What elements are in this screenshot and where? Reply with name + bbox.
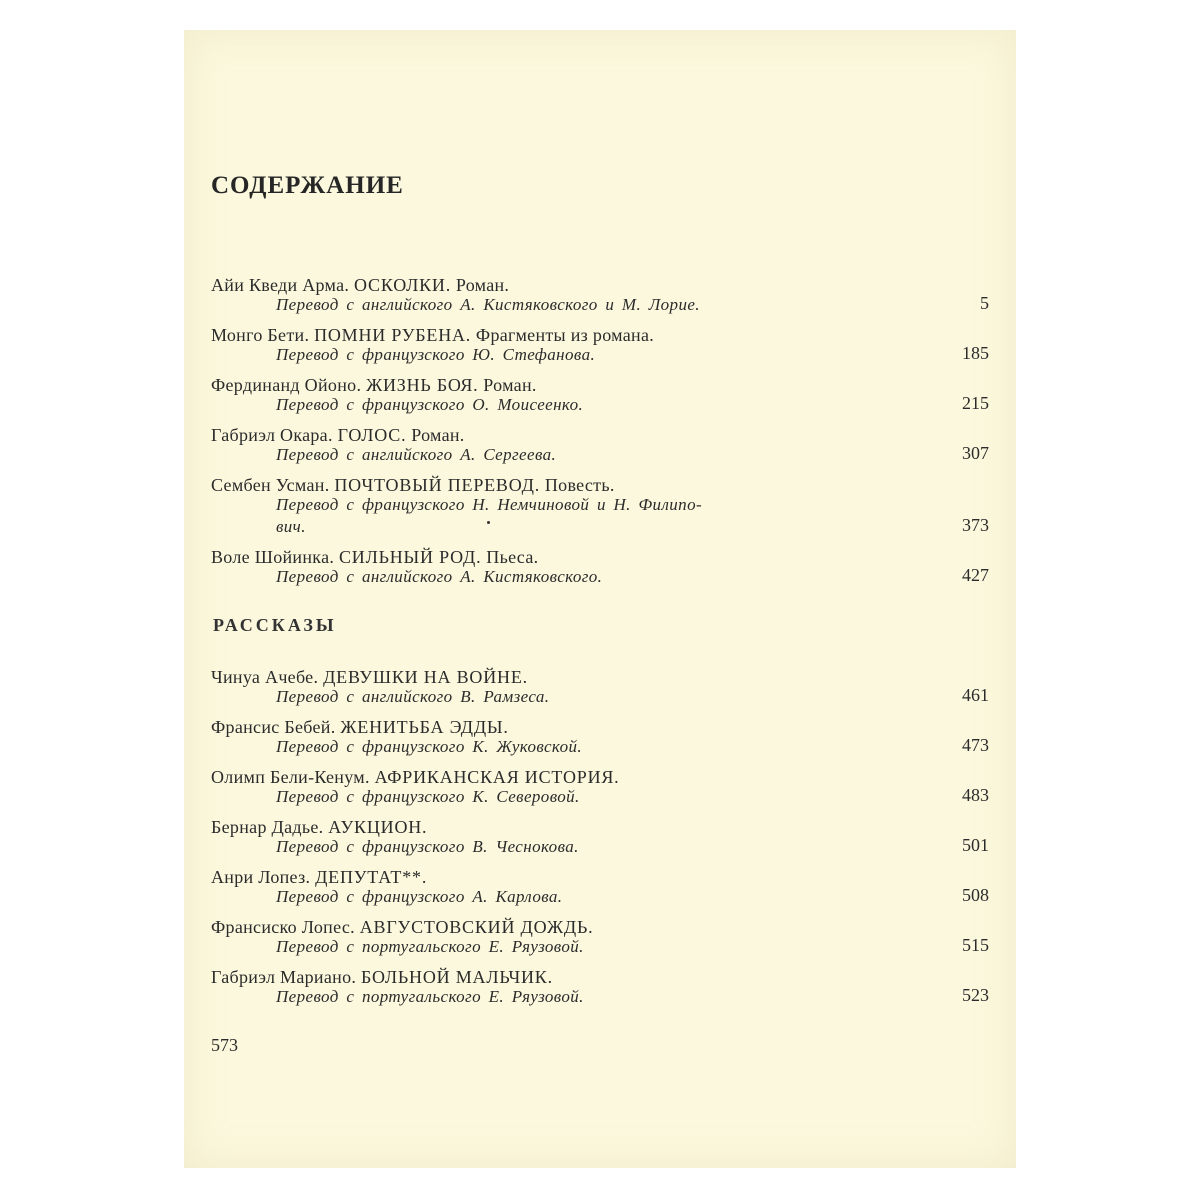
toc-entry-heading [211,547,538,567]
entry-work-title: ДЕПУТАТ**. [315,867,428,887]
entry-author: Бернар Дадье. [211,817,324,837]
toc-entry-heading [211,717,509,737]
toc-entry-heading [211,375,537,395]
entry-author: Фердинанд Ойоно. [211,375,362,395]
entry-work-title: АВГУСТОВСКИЙ ДОЖДЬ. [359,917,594,937]
entry-page-number: 5 [980,293,989,313]
entry-translation: Перевод с английского А. Кистяковского и М. Лорие. [276,295,700,314]
entry-translation: Перевод с английского А. Сергеева. [276,445,557,464]
entry-author: Франсис Бебей. [211,717,336,737]
section-heading-stories: РАССКАЗЫ [213,615,337,635]
entry-translation-continued: вич. [276,517,306,536]
entry-page-number: 501 [962,835,989,855]
entry-author: Воле Шойинка. [211,547,335,567]
entry-translation: Перевод с английского А. Кистяковского. [276,567,603,586]
toc-entry-heading [211,867,427,887]
entry-page-number: 307 [962,443,989,463]
book-page [184,30,1016,1168]
entry-translation: Перевод с французского В. Чеснокова. [276,837,579,856]
entry-translation: Перевод с французского О. Моисеенко. [276,395,584,414]
entry-translation: Перевод с португальского Е. Ряузовой. [276,937,584,956]
entry-author: Олимп Бели-Кенум. [211,767,370,787]
entry-work-title: ГОЛОС. [337,425,407,445]
entry-page-number: 483 [962,785,989,805]
toc-entry-heading [211,425,465,445]
page-folio-number: 573 [211,1035,238,1055]
entry-page-number: 215 [962,393,989,413]
entry-translation: Перевод с английского В. Рамзеса. [276,687,550,706]
entry-genre: Роман. [483,375,537,395]
entry-work-title: ЖИЗНЬ БОЯ. [366,375,479,395]
entry-author: Айи Кведи Арма. [211,275,350,295]
entry-page-number: 508 [962,885,989,905]
entry-page-number: 185 [962,343,989,363]
entry-work-title: АУКЦИОН. [328,817,428,837]
entry-translation: Перевод с французского А. Карлова. [276,887,563,906]
entry-page-number: 515 [962,935,989,955]
toc-entry-heading [211,967,553,987]
toc-entry-heading [211,817,427,837]
toc-entry-heading [211,667,528,687]
entry-author: Монго Бети. [211,325,310,345]
entry-work-title: БОЛЬНОЙ МАЛЬЧИК. [360,967,553,987]
ink-speck [487,521,490,524]
toc-entry-heading [211,275,509,295]
entry-work-title: СИЛЬНЫЙ РОД. [338,547,482,567]
entry-page-number: 373 [962,515,989,535]
entry-translation: Перевод с португальского Е. Ряузовой. [276,987,584,1006]
entry-work-title: ЖЕНИТЬБА ЭДДЫ. [340,717,509,737]
entry-work-title: ДЕВУШКИ НА ВОЙНЕ. [323,667,528,687]
toc-entry-heading [211,475,615,495]
entry-author: Чинуа Ачебе. [211,667,319,687]
entry-genre: Повесть. [544,475,615,495]
page-title: СОДЕРЖАНИЕ [211,172,404,199]
toc-entry-heading [211,767,620,787]
entry-translation: Перевод с французского К. Северовой. [276,787,580,806]
entry-translation: Перевод с французского Н. Немчиновой и Н. Филипо- [276,495,703,514]
entry-author: Габриэл Мариано. [211,967,357,987]
entry-genre: Роман. [411,425,465,445]
entry-genre: Роман. [455,275,510,295]
toc-entry-heading [211,917,593,937]
entry-work-title: ПОЧТОВЫЙ ПЕРЕВОД. [334,475,541,495]
entry-page-number: 473 [962,735,989,755]
entry-work-title: АФРИКАНСКАЯ ИСТОРИЯ. [374,767,620,787]
entry-translation: Перевод с французского К. Жуковской. [276,737,583,756]
entry-author: Анри Лопез. [211,867,311,887]
entry-translation: Перевод с французского Ю. Стефанова. [276,345,596,364]
entry-genre: Пьеса. [486,547,539,567]
entry-genre: Фрагменты из романа. [475,325,655,345]
entry-work-title: ПОМНИ РУБЕНА. [314,325,472,345]
entry-work-title: ОСКОЛКИ. [354,275,452,295]
entry-author: Франсиско Лопес. [211,917,355,937]
entry-page-number: 427 [962,565,989,585]
toc-entry-heading [211,325,654,345]
entry-page-number: 523 [962,985,989,1005]
entry-author: Габриэл Окара. [211,425,333,445]
entry-page-number: 461 [962,685,989,705]
entry-author: Сембен Усман. [211,475,330,495]
